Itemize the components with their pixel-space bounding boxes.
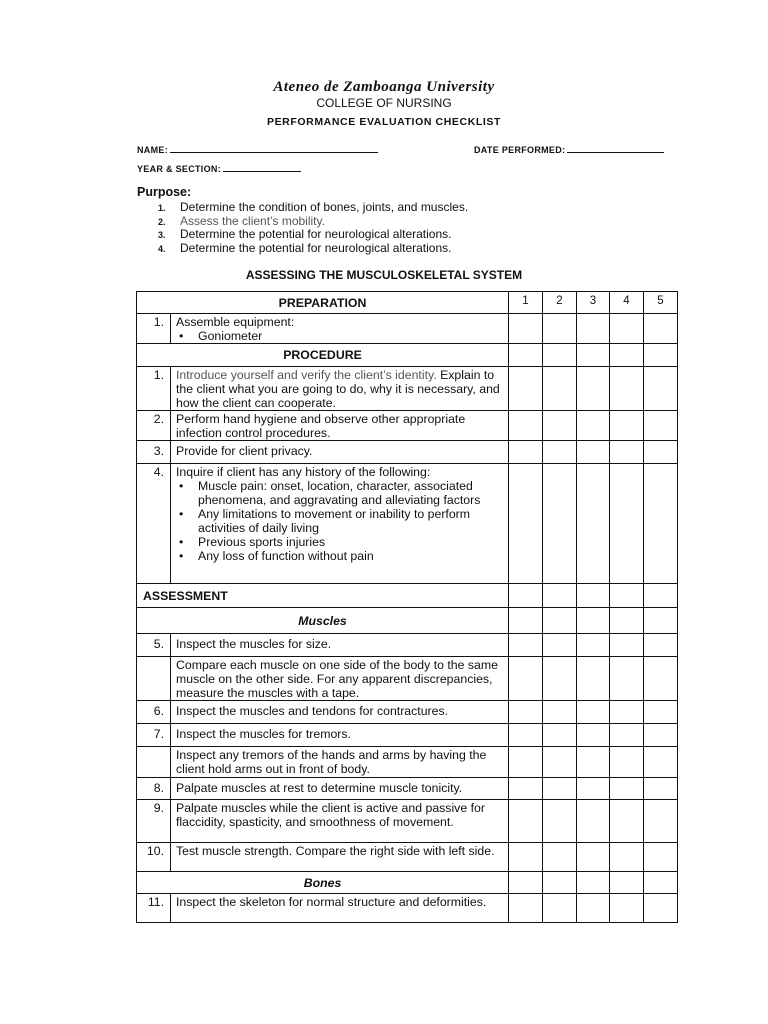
purpose-item-text: Determine the condition of bones, joints, and muscles. — [180, 200, 469, 214]
score-cell-4[interactable] — [610, 367, 644, 411]
row-number: 5. — [137, 634, 171, 657]
score-cell-2[interactable] — [543, 724, 577, 747]
bones-subheader-row — [137, 872, 678, 894]
bullet-item: • Previous sports injuries — [176, 535, 504, 549]
score-cell-1[interactable] — [509, 367, 543, 411]
checklist-row — [137, 411, 678, 441]
score-cell-1[interactable] — [509, 747, 543, 778]
row-number: 2. — [137, 411, 171, 441]
row-number: 10. — [137, 843, 171, 872]
score-header-1: 1 — [509, 292, 543, 314]
score-cell-5[interactable] — [644, 314, 678, 344]
score-cell-3[interactable] — [577, 657, 610, 701]
score-cell-3[interactable] — [577, 800, 610, 843]
row-main-text: Assemble equipment: — [176, 315, 295, 329]
checklist-row — [137, 634, 678, 657]
score-cell-1[interactable] — [509, 464, 543, 584]
purpose-item — [158, 227, 452, 241]
row-number — [137, 747, 171, 778]
score-cell-5[interactable] — [644, 657, 678, 701]
row-number: 9. — [137, 800, 171, 843]
score-cell-3[interactable] — [577, 464, 610, 584]
checklist-row — [137, 778, 678, 800]
bullet-item: • Goniometer — [176, 329, 504, 343]
row-text: Inspect the muscles and tendons for contractures. — [171, 701, 509, 724]
score-cell-2[interactable] — [543, 778, 577, 800]
score-cell-5[interactable] — [644, 464, 678, 584]
row-text — [171, 367, 509, 411]
row-text: Provide for client privacy. — [171, 441, 509, 464]
row-number: 6. — [137, 701, 171, 724]
row-text: Inspect any tremors of the hands and arms by having the client hold arms out in front of body. — [171, 747, 509, 778]
row-text — [171, 314, 509, 344]
bullet-item: • Any limitations to movement or inability to perform activities of daily living — [176, 507, 504, 535]
score-cell-2[interactable] — [543, 894, 577, 923]
score-header-2: 2 — [543, 292, 577, 314]
document-title: PERFORMANCE EVALUATION CHECKLIST — [266, 116, 502, 128]
score-cell-4[interactable] — [610, 657, 644, 701]
row-number — [137, 657, 171, 701]
muscles-subheading: Muscles — [137, 608, 509, 634]
score-cell-2[interactable] — [543, 411, 577, 441]
year-section-blank-line — [223, 162, 301, 172]
score-cell-1[interactable] — [509, 724, 543, 747]
date-performed-field — [474, 143, 664, 155]
bullet-list — [176, 479, 504, 563]
score-cell-2[interactable] — [543, 843, 577, 872]
checklist-row — [137, 724, 678, 747]
year-section-label: YEAR & SECTION: — [137, 164, 222, 174]
score-cell-2[interactable] — [543, 747, 577, 778]
score-cell-1[interactable] — [509, 314, 543, 344]
row-text: Palpate muscles at rest to determine muscle tonicity. — [171, 778, 509, 800]
score-cell-2[interactable] — [543, 657, 577, 701]
purpose-item-text: Determine the potential for neurological alterations. — [180, 241, 452, 255]
score-header-5: 5 — [644, 292, 678, 314]
score-cell-4[interactable] — [610, 314, 644, 344]
score-cell-2[interactable] — [543, 800, 577, 843]
checklist-row — [137, 441, 678, 464]
score-cell-1[interactable] — [509, 778, 543, 800]
purpose-item-number: 2. — [158, 217, 166, 227]
row-number: 1. — [137, 314, 171, 344]
row-text: Inspect the skeleton for normal structure and deformities. — [171, 894, 509, 923]
row-text: Inspect the muscles for size. — [171, 634, 509, 657]
score-cell-3[interactable] — [577, 843, 610, 872]
row-text-part: Introduce yourself and verify the client’s identity. — [176, 368, 437, 382]
score-cell-4[interactable] — [610, 701, 644, 724]
score-cell-4[interactable] — [610, 778, 644, 800]
purpose-item — [158, 241, 452, 255]
score-cell-1[interactable] — [509, 657, 543, 701]
checklist-row — [137, 657, 678, 701]
university-name: Ateneo de Zamboanga University — [273, 79, 495, 95]
score-cell-5[interactable] — [644, 843, 678, 872]
row-text: Palpate muscles while the client is active and passive for flaccidity, spasticity, and smoothness of movement. — [171, 800, 509, 843]
score-cell-5[interactable] — [644, 367, 678, 411]
score-cell-3[interactable] — [577, 701, 610, 724]
row-number: 8. — [137, 778, 171, 800]
score-cell-5[interactable] — [644, 411, 678, 441]
checklist-row — [137, 464, 678, 584]
purpose-item-text: Assess the client’s mobility. — [180, 214, 325, 228]
score-cell-3[interactable] — [577, 367, 610, 411]
score-cell-2[interactable] — [543, 634, 577, 657]
score-cell-5[interactable] — [644, 778, 678, 800]
purpose-item-number: 1. — [158, 203, 166, 213]
row-text: Test muscle strength. Compare the right side with left side. — [171, 843, 509, 872]
score-cell-5[interactable] — [644, 441, 678, 464]
checklist-row — [137, 843, 678, 872]
bullet-list — [176, 329, 504, 343]
score-cell-2[interactable] — [543, 441, 577, 464]
score-cell-1[interactable] — [509, 800, 543, 843]
year-section-field — [137, 162, 301, 174]
checklist-row — [137, 314, 678, 344]
purpose-item-number: 4. — [158, 244, 166, 254]
checklist-table — [136, 291, 678, 923]
checklist-row — [137, 367, 678, 411]
score-cell-5[interactable] — [644, 634, 678, 657]
score-cell-1[interactable] — [509, 411, 543, 441]
score-cell-5[interactable] — [644, 701, 678, 724]
preparation-heading: PREPARATION — [137, 292, 509, 314]
score-cell-3[interactable] — [577, 441, 610, 464]
row-main-text: Inquire if client has any history of the following: — [176, 465, 431, 479]
score-cell-4[interactable] — [610, 464, 644, 584]
score-cell-5[interactable] — [644, 894, 678, 923]
procedure-header-row — [137, 344, 678, 367]
score-cell-1[interactable] — [509, 634, 543, 657]
score-cell-3[interactable] — [577, 634, 610, 657]
score-cell-4[interactable] — [610, 747, 644, 778]
score-cell-4[interactable] — [610, 800, 644, 843]
score-cell-3[interactable] — [577, 314, 610, 344]
row-number: 3. — [137, 441, 171, 464]
score-cell-2[interactable] — [543, 367, 577, 411]
score-cell-4[interactable] — [610, 843, 644, 872]
row-text: Compare each muscle on one side of the body to the same muscle on the other side. For any apparent discrepancies, measure the muscles with a tape. — [171, 657, 509, 701]
score-cell-4[interactable] — [610, 894, 644, 923]
row-text: Inspect the muscles for tremors. — [171, 724, 509, 747]
score-header-3: 3 — [577, 292, 610, 314]
score-cell-2[interactable] — [543, 314, 577, 344]
section-title: ASSESSING THE MUSCULOSKELETAL SYSTEM — [245, 268, 523, 282]
name-field — [137, 143, 378, 155]
assessment-heading: ASSESSMENT — [137, 584, 509, 608]
college-name: COLLEGE OF NURSING — [316, 96, 452, 110]
date-blank-line — [567, 143, 664, 153]
score-cell-3[interactable] — [577, 747, 610, 778]
muscles-subheader-row — [137, 608, 678, 634]
name-blank-line — [170, 143, 378, 153]
score-header-4: 4 — [610, 292, 644, 314]
row-text — [171, 464, 509, 584]
score-cell-4[interactable] — [610, 411, 644, 441]
score-cell-1[interactable] — [509, 701, 543, 724]
checklist-row — [137, 894, 678, 923]
procedure-heading: PROCEDURE — [137, 344, 509, 367]
row-number: 4. — [137, 464, 171, 584]
bullet-item: • Muscle pain: onset, location, character, associated phenomena, and aggravating and alleviating factors — [176, 479, 504, 507]
date-performed-label: DATE PERFORMED: — [474, 145, 566, 155]
checklist-row — [137, 800, 678, 843]
score-cell-1[interactable] — [509, 894, 543, 923]
score-cell-3[interactable] — [577, 778, 610, 800]
score-cell-4[interactable] — [610, 724, 644, 747]
score-cell-4[interactable] — [610, 441, 644, 464]
score-cell-3[interactable] — [577, 894, 610, 923]
bones-subheading: Bones — [137, 872, 509, 894]
score-cell-5[interactable] — [644, 800, 678, 843]
score-cell-4[interactable] — [610, 634, 644, 657]
purpose-item — [158, 200, 468, 214]
assessment-header-row — [137, 584, 678, 608]
checklist-row — [137, 747, 678, 778]
row-text: Perform hand hygiene and observe other appropriate infection control procedures. — [171, 411, 509, 441]
row-text-part: Explain to the client what you are going to do, why it is necessary, and how the client can cooperate. — [176, 368, 500, 410]
score-cell-2[interactable] — [543, 701, 577, 724]
score-cell-1[interactable] — [509, 441, 543, 464]
row-number: 11. — [137, 894, 171, 923]
purpose-title: Purpose: — [137, 185, 192, 199]
row-number: 7. — [137, 724, 171, 747]
name-label: NAME: — [137, 145, 168, 155]
purpose-item-number: 3. — [158, 230, 166, 240]
score-cell-3[interactable] — [577, 724, 610, 747]
bullet-item: • Any loss of function without pain — [176, 549, 504, 563]
score-cell-3[interactable] — [577, 411, 610, 441]
score-cell-5[interactable] — [644, 747, 678, 778]
preparation-header-row — [137, 292, 678, 314]
row-number: 1. — [137, 367, 171, 411]
score-cell-5[interactable] — [644, 724, 678, 747]
purpose-item — [158, 214, 325, 228]
checklist-row — [137, 701, 678, 724]
purpose-item-text: Determine the potential for neurological alterations. — [180, 227, 452, 241]
score-cell-1[interactable] — [509, 843, 543, 872]
score-cell-2[interactable] — [543, 464, 577, 584]
